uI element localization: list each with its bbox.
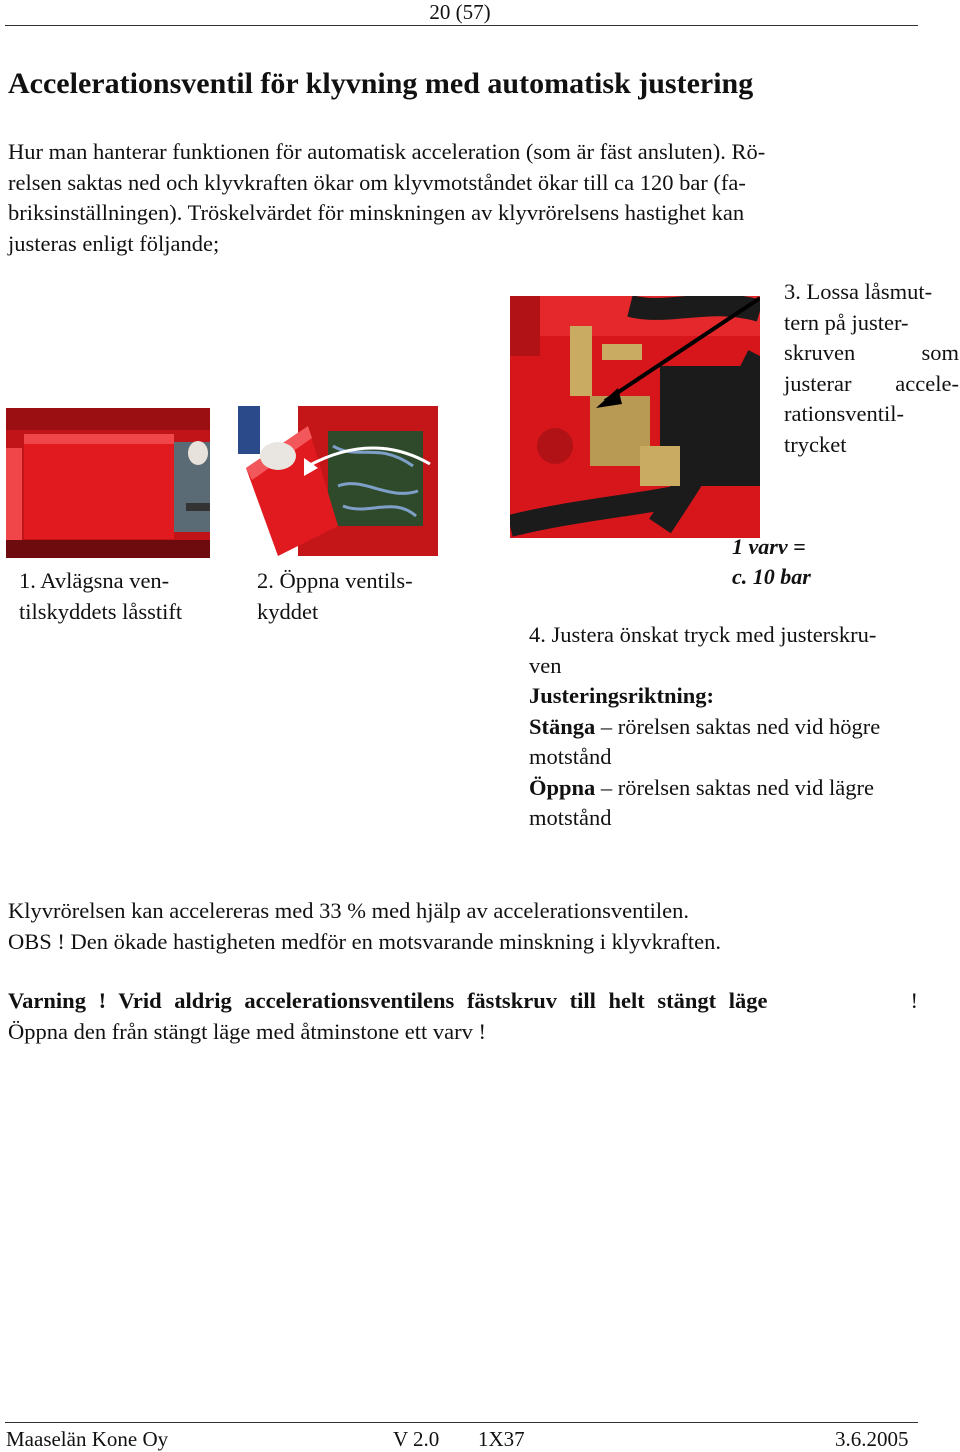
photo-acceleration-valve [510,296,760,538]
step1-line-2: tilskyddets låsstift [19,598,183,624]
footer-rule [5,1422,918,1423]
step3-line-6: trycket [784,431,847,457]
warning-line-1 [8,986,918,1017]
step2-caption [257,566,457,627]
open-text-2: motstånd [529,805,612,830]
open-text: – rörelsen saktas ned vid lägre [595,774,874,800]
photo-remove-lock-pin [6,408,210,558]
footer-date: 3.6.2005 [835,1427,909,1451]
accel-line: Klyvrörelsen kan accelereras med 33 % med hjälp av accelerationsventilen. [8,898,689,923]
warning-end: ! [910,988,918,1013]
turn-note-line-2: c. 10 bar [732,564,811,589]
close-text-2: motstånd [529,744,612,769]
open-label: Öppna [529,774,596,800]
close-label: Stänga [529,713,596,739]
page-number: 20 (57) [429,0,491,24]
footer-model: 1X37 [478,1427,525,1451]
step3-line-1: 3. Lossa låsmut- [784,279,933,304]
obs-line: OBS ! Den ökade hastigheten medför en motsvarande minskning i klyvkraften. [8,928,721,954]
direction-heading: Justeringsriktning: [529,683,715,708]
intro-line-4: justeras enligt följande; [8,230,220,256]
warning-bold: Varning ! Vrid aldrig accelerationsventilens fästskruv till helt stängt läge [8,988,768,1013]
step3-line-2: tern på juster- [784,309,909,335]
step2-line-1: 2. Öppna ventils- [257,568,413,593]
step1-line-1: 1. Avlägsna ven- [19,568,170,593]
page-title: Accelerationsventil för klyvning med automatisk justering [8,67,754,100]
step3-line-4: justerar accele- [784,370,959,396]
step4-line-1: 4. Justera önskat tryck med justerskru- [529,622,877,647]
open-direction [529,773,949,804]
intro-paragraph [8,137,914,259]
close-text: – rörelsen saktas ned vid högre [595,713,881,739]
step1-caption [19,566,239,627]
turn-note-line-1: 1 varv = [732,534,806,559]
warning-line-2: Öppna den från stängt läge med åtminstone ett varv ! [8,1018,486,1044]
warning-block [8,986,918,1047]
footer-company: Maaselän Kone Oy [6,1427,169,1451]
acceleration-info [8,896,918,957]
step2-line-2: kyddet [257,598,319,624]
step4-line-2: ven [529,652,562,678]
intro-line-2: relsen saktas ned och klyvkraften ökar om klyvmotståndet ökar till ca 120 bar (fa- [8,169,746,195]
footer-version: V 2.0 [393,1427,440,1451]
step3-line-3: skruven som [784,340,959,365]
turn-note [732,532,811,592]
header-rule [5,25,918,26]
close-direction [529,712,949,743]
intro-line-1: Hur man hanterar funktionen för automatisk acceleration (som är fäst ansluten). Rö- [8,139,766,164]
intro-line-3: briksinställningen). Tröskelvärdet för minskningen av klyvrörelsens hastighet kan [8,200,745,225]
step4-block [529,620,949,834]
photo-open-valve-guard [238,406,438,558]
step3-line-5: rationsventil- [784,401,904,426]
step3-caption [784,277,959,460]
